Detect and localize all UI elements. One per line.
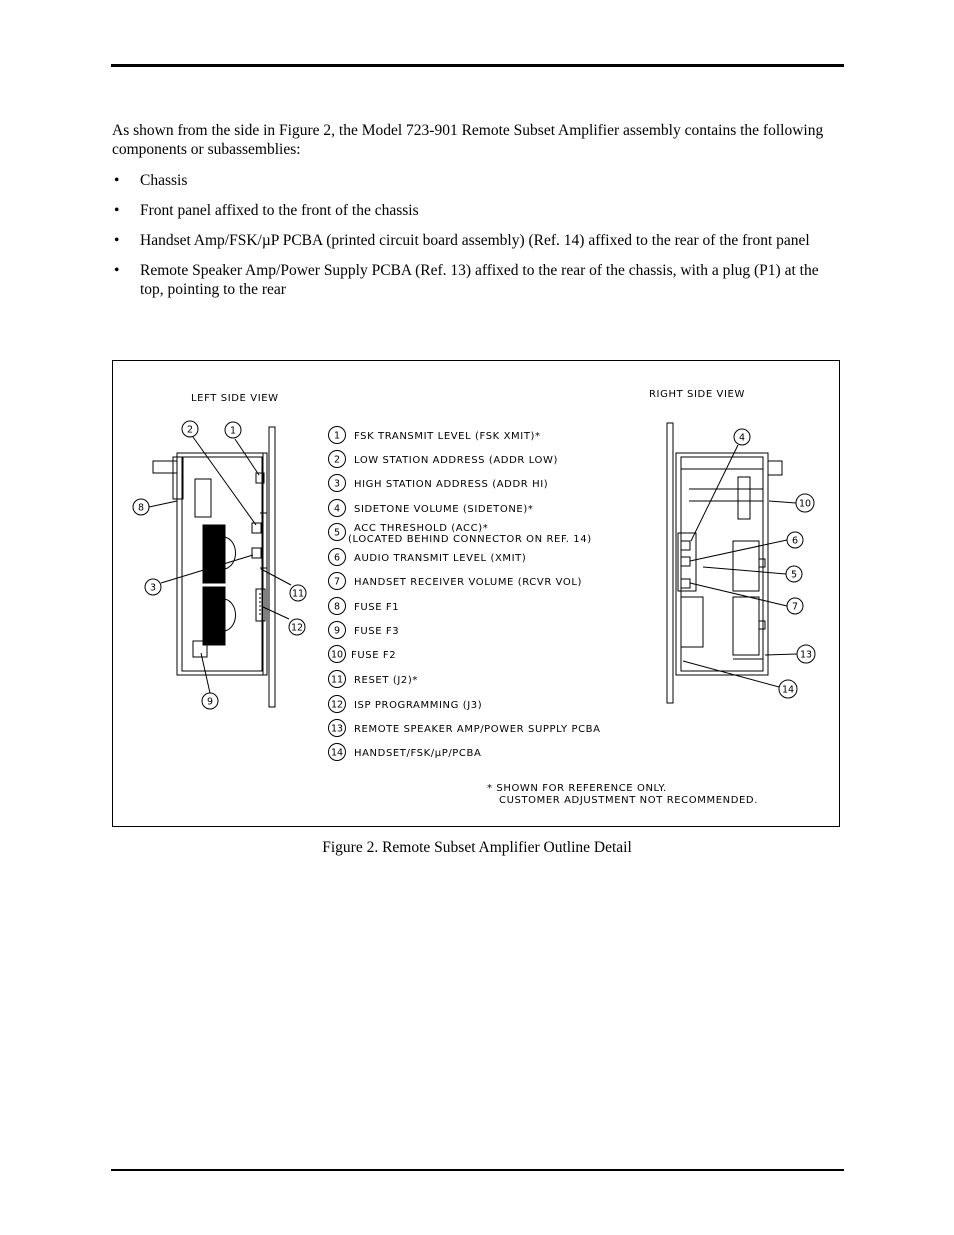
list-item: • Front panel affixed to the front of the chassis bbox=[114, 202, 419, 219]
legend-item: HIGH STATION ADDRESS (ADDR HI) bbox=[354, 479, 549, 490]
legend-item: FUSE F2 bbox=[351, 650, 397, 661]
bullet-icon: • bbox=[114, 262, 120, 279]
bullet-icon: • bbox=[114, 172, 120, 189]
svg-text:13: 13 bbox=[330, 723, 344, 735]
list-item: • Chassis bbox=[114, 172, 188, 189]
reference-note: CUSTOMER ADJUSTMENT NOT RECOMMENDED. bbox=[499, 795, 758, 806]
svg-text:10: 10 bbox=[330, 649, 344, 661]
svg-text:8: 8 bbox=[333, 601, 341, 613]
legend-item: RESET (J2)* bbox=[354, 675, 418, 686]
left-callouts bbox=[133, 421, 306, 709]
figure-2-outline-detail bbox=[112, 360, 840, 827]
legend-item: FUSE F1 bbox=[354, 602, 400, 613]
callout-label: 4 bbox=[738, 432, 746, 444]
callout-label: 10 bbox=[798, 498, 812, 510]
list-item: • Remote Speaker Amp/Power Supply PCBA (Ref. 13) affixed to the rear of the chassis, with a plug (P1) at the top, pointing to the rear bbox=[114, 262, 819, 298]
legend-item: LOW STATION ADDRESS (ADDR LOW) bbox=[354, 455, 559, 466]
figure-caption: Figure 2. Remote Subset Amplifier Outline Detail bbox=[322, 839, 632, 856]
callout-label: 1 bbox=[229, 425, 237, 437]
bullet-icon: • bbox=[114, 232, 120, 249]
svg-text:4: 4 bbox=[333, 503, 341, 515]
callout-label: 9 bbox=[206, 696, 214, 708]
callout-label: 5 bbox=[790, 569, 798, 581]
legend-item: ACC THRESHOLD (ACC)* bbox=[354, 523, 489, 534]
legend-item: FSK TRANSMIT LEVEL (FSK XMIT)* bbox=[354, 431, 541, 442]
legend-item: ISP PROGRAMMING (J3) bbox=[354, 700, 483, 711]
component-list bbox=[112, 171, 842, 310]
legend bbox=[329, 427, 601, 761]
svg-text:1: 1 bbox=[333, 430, 341, 442]
bullet-icon: • bbox=[114, 202, 120, 219]
svg-text:11: 11 bbox=[330, 674, 344, 686]
callout-label: 6 bbox=[791, 535, 799, 547]
svg-text:6: 6 bbox=[333, 552, 341, 564]
callout-label: 8 bbox=[137, 502, 145, 514]
callout-label: 11 bbox=[291, 588, 305, 600]
header-rule bbox=[111, 64, 844, 67]
svg-text:2: 2 bbox=[333, 454, 341, 466]
callout-label: 7 bbox=[791, 601, 799, 613]
left-view-label: LEFT SIDE VIEW bbox=[191, 393, 279, 404]
svg-text:3: 3 bbox=[333, 478, 341, 490]
legend-item: HANDSET RECEIVER VOLUME (RCVR VOL) bbox=[354, 577, 583, 588]
legend-item: HANDSET/FSK/µP/PCBA bbox=[354, 748, 482, 759]
reference-note: * SHOWN FOR REFERENCE ONLY. bbox=[487, 783, 667, 794]
callout-label: 3 bbox=[149, 582, 157, 594]
outline-drawing bbox=[113, 361, 841, 828]
legend-item: SIDETONE VOLUME (SIDETONE)* bbox=[354, 504, 534, 515]
svg-text:5: 5 bbox=[333, 527, 341, 539]
svg-text:9: 9 bbox=[333, 625, 341, 637]
callout-label: 13 bbox=[799, 649, 813, 661]
footer-rule bbox=[111, 1169, 844, 1171]
intro-paragraph: As shown from the side in Figure 2, the Model 723-901 Remote Subset Amplifier assembly contains the following components or subassemblies: bbox=[112, 122, 824, 158]
svg-text:12: 12 bbox=[330, 699, 344, 711]
right-view-label: RIGHT SIDE VIEW bbox=[649, 389, 745, 400]
list-item: • Handset Amp/FSK/µP PCBA (printed circuit board assembly) (Ref. 14) affixed to the rear of the front panel bbox=[114, 232, 810, 249]
callout-label: 12 bbox=[290, 622, 304, 634]
callout-label: 2 bbox=[186, 424, 194, 436]
legend-item: REMOTE SPEAKER AMP/POWER SUPPLY PCBA bbox=[354, 724, 601, 735]
callout-label: 14 bbox=[781, 684, 795, 696]
svg-text:14: 14 bbox=[330, 747, 344, 759]
legend-item-note: (LOCATED BEHIND CONNECTOR ON REF. 14) bbox=[348, 534, 592, 545]
svg-text:7: 7 bbox=[333, 576, 341, 588]
legend-item: AUDIO TRANSMIT LEVEL (XMIT) bbox=[354, 553, 527, 564]
legend-item: FUSE F3 bbox=[354, 626, 400, 637]
